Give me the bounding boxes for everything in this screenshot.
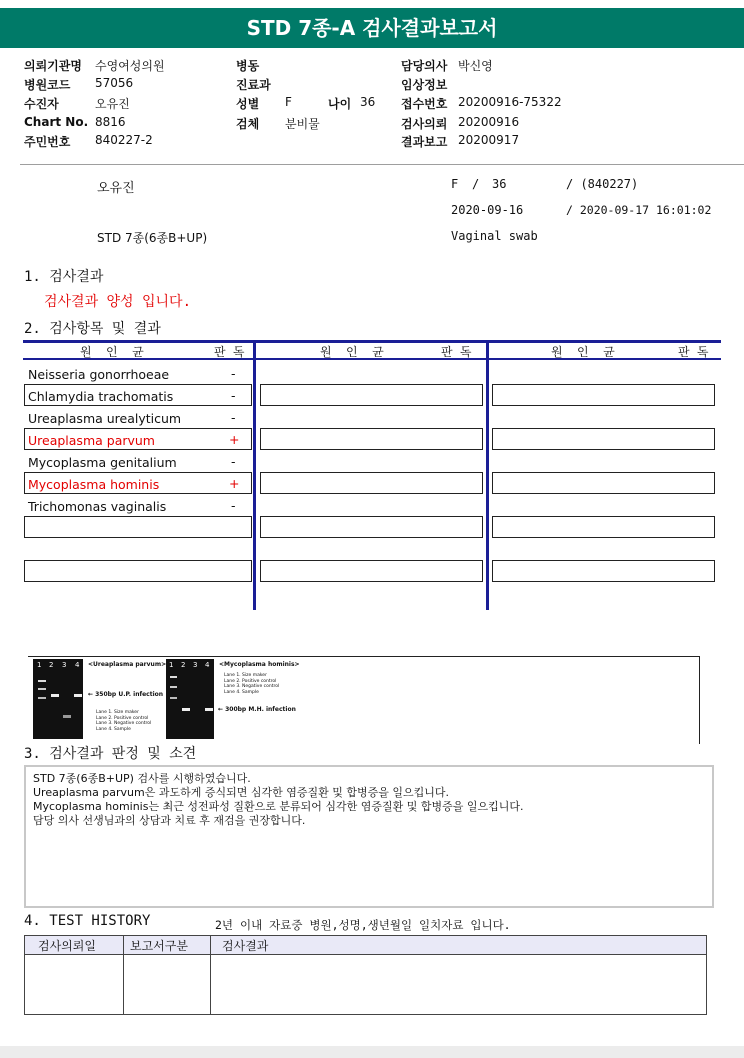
gel-title: <Ureaplasma parvum>: [88, 661, 167, 668]
header-value: 20200916-75322: [458, 95, 562, 109]
header-judge: 판 독: [678, 345, 709, 359]
lane-number: 1: [37, 661, 42, 669]
page-footer-band: [0, 1046, 744, 1058]
report-title: STD 7종-A 검사결과보고서: [246, 16, 498, 40]
legend-line: Lane 1. Size maker: [96, 710, 139, 715]
opinion-text: [33, 772, 523, 828]
pathogen-name: Neisseria gonorrhoeae: [28, 367, 170, 382]
header-value: 오유진: [95, 97, 130, 111]
table-cell: [492, 516, 715, 538]
patient-birth: / (840227): [566, 177, 639, 191]
gel-band: [170, 686, 177, 688]
opinion-line: 담당 의사 선생님과의 상담과 치료 후 재검을 권장합니다.: [33, 814, 306, 827]
patient-age: 36: [492, 177, 507, 191]
header-label: 나이: [328, 97, 352, 111]
date-reported: / 2020-09-17 16:01:02: [566, 203, 712, 217]
table-cell: [24, 560, 252, 582]
history-body: [24, 955, 707, 1015]
legend-line: Lane 4. Sample: [224, 689, 259, 695]
specimen-type: Vaginal swab: [451, 229, 538, 243]
lane-number: 3: [62, 661, 67, 669]
header-value: 840227-2: [95, 133, 153, 147]
history-col-divider: [210, 935, 211, 1015]
table-cell: [24, 516, 252, 538]
divider: [20, 164, 744, 165]
pathogen-result: -: [231, 410, 236, 425]
header-value: F: [285, 95, 292, 109]
history-header-row: [24, 935, 707, 955]
gel-band: [38, 680, 46, 682]
header-label: 병원코드: [24, 78, 71, 92]
pathogen-name: Trichomonas vaginalis: [28, 499, 167, 514]
header-label: 결과보고: [401, 135, 448, 149]
table-cell: [260, 516, 483, 538]
header-label: Chart No.: [24, 115, 89, 129]
table-cell: [492, 472, 715, 494]
header-pathogen: 원 인 균: [551, 345, 615, 359]
gel-band-label: ← 350bp U.P. infection: [88, 691, 164, 698]
opinion-line: STD 7종(6종B+UP) 검사를 시행하였습니다.: [33, 772, 251, 785]
legend-line: Lane 2. Positive control: [96, 715, 149, 721]
gel-band: [170, 676, 177, 678]
gel-photo-left: [33, 659, 83, 739]
pathogen-result: -: [231, 388, 236, 403]
header-label: 성별: [236, 97, 260, 111]
header-pathogen: 원 인 균: [320, 345, 384, 359]
section2-heading: 2. 검사항목 및 결과: [24, 321, 161, 337]
history-col-header: 검사의뢰일: [38, 939, 96, 953]
pathogen-result: -: [231, 498, 236, 513]
header-value: 8816: [95, 115, 126, 129]
pathogen-result-positive: +: [229, 476, 240, 491]
gel-frame-top: [28, 656, 700, 657]
gel-legend: [224, 673, 279, 695]
gel-band: [182, 708, 190, 711]
test-name: STD 7종(6종B+UP): [97, 231, 208, 245]
opinion-line: Ureaplasma parvum은 과도하게 증식되면 심각한 염증질환 및 합병증을 일으킵니다.: [33, 786, 449, 799]
history-col-header: 보고서구분: [130, 939, 188, 953]
table-cell: [260, 560, 483, 582]
pathogen-result: -: [231, 366, 236, 381]
header-judge: 판 독: [441, 345, 472, 359]
separator: /: [472, 177, 480, 191]
legend-line: Lane 2. Positive control: [224, 678, 277, 684]
column-divider: [486, 340, 489, 610]
pathogen-result-positive: +: [229, 432, 240, 447]
legend-line: Lane 3. Negative control: [96, 721, 152, 726]
header-value: 20200916: [458, 115, 520, 129]
gel-band: [63, 715, 71, 718]
history-col-header: 검사결과: [222, 939, 269, 953]
gel-legend: [96, 710, 151, 732]
patient-sex: F: [451, 177, 459, 191]
legend-line: Lane 1. Size maker: [224, 673, 267, 678]
gel-band: [74, 694, 82, 697]
header-pathogen: 원 인 균: [80, 345, 144, 359]
pathogen-result: -: [231, 454, 236, 469]
gel-band: [38, 688, 46, 690]
header-label: 담당의사: [401, 59, 448, 73]
lane-number: 2: [181, 661, 186, 669]
table-cell: [260, 472, 483, 494]
gel-frame-right: [699, 656, 700, 744]
header-label: 의뢰기관명: [24, 59, 82, 73]
pathogen-name-positive: Mycoplasma hominis: [28, 477, 160, 492]
section4-heading: 4. TEST HISTORY: [24, 913, 151, 929]
gel-band: [170, 697, 177, 699]
gel-title: <Mycoplasma hominis>: [219, 661, 300, 668]
table-cell: [492, 428, 715, 450]
history-col-divider: [123, 935, 124, 1015]
overall-result: 검사결과 양성 입니다.: [44, 294, 192, 310]
header-label: 진료과: [236, 78, 271, 92]
column-divider: [253, 340, 256, 610]
history-note: 2년 이내 자료중 병원,성명,생년월일 일치자료 입니다.: [215, 918, 511, 932]
table-cell: [492, 384, 715, 406]
header-value: 57056: [95, 76, 134, 90]
table-cell: [492, 560, 715, 582]
header-label: 주민번호: [24, 135, 71, 149]
gel-band: [38, 697, 46, 699]
gel-band: [205, 708, 213, 711]
header-value: 분비물: [285, 117, 320, 131]
gel-band-label: ← 300bp M.H. infection: [218, 706, 296, 713]
pathogen-name: Chlamydia trachomatis: [28, 389, 174, 404]
header-value: 박신영: [458, 59, 493, 73]
table-cell: [260, 384, 483, 406]
header-value: 36: [360, 95, 376, 109]
lane-number: 4: [205, 661, 210, 669]
header-value: 수영여성의원: [95, 59, 165, 73]
legend-line: Lane 4. Sample: [96, 726, 131, 732]
table-cell: [260, 428, 483, 450]
header-value: 20200917: [458, 133, 520, 147]
section1-heading: 1. 검사결과: [24, 269, 104, 285]
header-label: 병동: [236, 59, 260, 73]
section3-heading: 3. 검사결과 판정 및 소견: [24, 746, 197, 762]
patient-name: 오유진: [97, 181, 135, 196]
pathogen-name: Mycoplasma genitalium: [28, 455, 177, 470]
date-requested: 2020-09-16: [451, 203, 524, 217]
lane-number: 3: [193, 661, 198, 669]
header-judge: 판 독: [214, 345, 245, 359]
gel-photo-right: [166, 659, 214, 739]
gel-band: [51, 694, 59, 697]
lane-number: 1: [169, 661, 174, 669]
pathogen-name-positive: Ureaplasma parvum: [28, 433, 155, 448]
header-label: 접수번호: [401, 97, 448, 111]
legend-line: Lane 3. Negative control: [224, 684, 280, 689]
header-label: 검체: [236, 117, 260, 131]
header-label: 임상정보: [401, 78, 448, 92]
lane-number: 2: [49, 661, 54, 669]
lane-number: 4: [75, 661, 80, 669]
opinion-line: Mycoplasma hominis는 최근 성전파성 질환으로 분류되어 심각한 염증질환 및 합병증을 일으킵니다.: [33, 800, 524, 813]
pathogen-name: Ureaplasma urealyticum: [28, 411, 182, 426]
header-label: 수진자: [24, 97, 59, 111]
header-label: 검사의뢰: [401, 117, 448, 131]
